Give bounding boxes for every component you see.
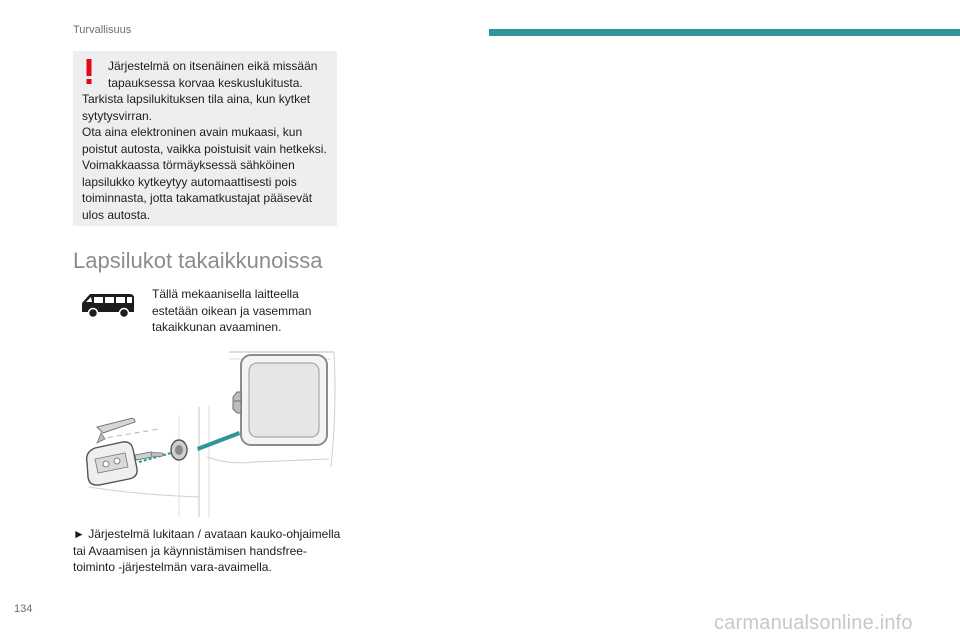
key-and-window-lock-illustration — [79, 347, 339, 522]
page-number: 134 — [14, 603, 33, 615]
section-rule — [489, 29, 960, 36]
warning-line: Ota aina elektroninen avain mukaasi, kun poistut autosta, vaikka poistuisit vain hetkeksi. — [82, 125, 327, 156]
step-instruction: ► Järjestelmä lukitaan / avataan kauko-ohjaimella tai Avaamisen ja käynnistämisen handsfree-toiminto -järjestelmän vara-avaimella. — [73, 527, 341, 574]
warning-lead-text: Järjestelmä on itsenäinen eikä missään tapauksessa korvaa keskuslukitusta. — [108, 59, 318, 90]
watermark: carmanualsonline.info — [714, 612, 913, 634]
section-header: Turvallisuus — [73, 24, 132, 36]
section-intro: Tällä mekaanisella laitteella estetään oikean ja vasemman takaikkunan avaaminen. — [152, 287, 312, 334]
section-title: Lapsilukot takaikkunoissa — [73, 248, 323, 273]
warning-body — [82, 91, 334, 223]
warning-line: Voimakkaassa törmäyksessä sähköinen lapsilukko kytkeytyy automaattisesti pois toiminnasta, jotta takamatkustajat pääsevät ulos autosta. — [82, 158, 313, 222]
van-icon — [80, 290, 136, 320]
exclamation-icon — [84, 59, 94, 85]
warning-line: Tarkista lapsilukituksen tila aina, kun kytket sytytysvirran. — [82, 92, 311, 123]
warning-box — [73, 51, 337, 226]
